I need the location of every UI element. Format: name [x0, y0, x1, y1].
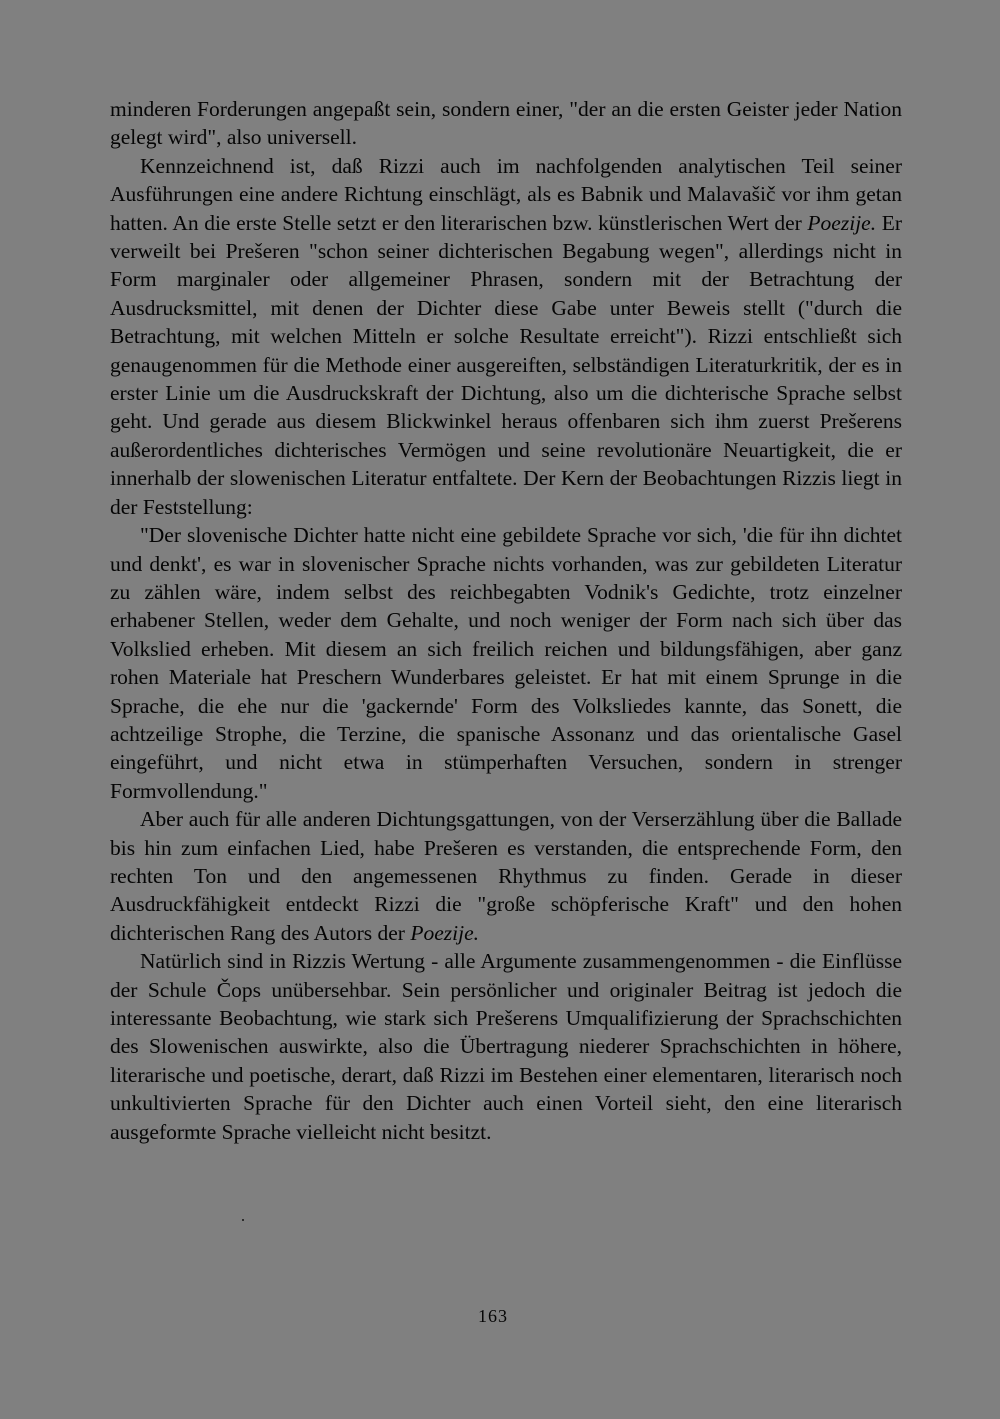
- paragraph-2-text-a: Kennzeichnend ist, daß Rizzi auch im nachfolgenden analytischen Teil seiner Ausführungen eine andere Richtung einschlägt, als es Babnik und Malavašič vor ihm getan hatten. An die erste Stelle setzt er den literarischen bzw. künstlerischen Wert der: [110, 153, 902, 235]
- paragraph-2-text-b: Er verweilt bei Prešeren "schon seiner dichterischen Begabung wegen", allerdings nicht in Form marginaler oder allgemeiner Phrasen, sondern mit der Betrachtung der Ausdrucksmittel, mit denen der Dichter diese Gabe unter Beweis stellt ("durch die Betrachtung, mit welchen Mitteln er solche Resultate erreicht"). Rizzi entschließt sich genaugenommen für die Methode einer ausgereiften, selbständigen Literaturkritik, der es in erster Linie um die Ausdruckskraft der Dichtung, also um die dichterische Sprache selbst geht. Und gerade aus diesem Blickwinkel heraus offenbaren sich ihm zuerst Prešerens außerordentliches dichterisches Vermögen und seine revolutionäre Neuartigkeit, die er innerhalb der slowenischen Literatur entfaltete. Der Kern der Beobachtungen Rizzis liegt in der Feststellung:: [110, 210, 902, 519]
- paragraph-4: [110, 805, 902, 947]
- paragraph-3-quote: [110, 521, 902, 805]
- body-text: [110, 95, 902, 1146]
- poezije-title-1: Poezije.: [807, 210, 877, 235]
- paragraph-2: [110, 152, 902, 521]
- paragraph-5-text: Natürlich sind in Rizzis Wertung - alle Argumente zusammengenommen - die Einflüsse der Schule Čops unübersehbar. Sein persönlicher und originaler Beitrag ist jedoch die interessante Beobachtung, wie stark sich Prešerens Umqualifizierung der Sprachschichten des Slowenischen auswirkte, also die Übertragung niederer Sprachschichten in höhere, literarische und poetische, derart, daß Rizzi im Bestehen einer elementaren, literarisch noch unkultivierten Sprache für den Dichter auch einen Vorteil sieht, den eine literarisch ausgeformte Sprache vielleicht nicht besitzt.: [110, 949, 902, 1144]
- paragraph-4-text: Aber auch für alle anderen Dichtungsgattungen, von der Verserzählung über die Ballade bis hin zum einfachen Lied, habe Prešeren es verstanden, die entsprechende Form, den rechten Ton und den angemessenen Rhythmus zu finden. Gerade in dieser Ausdruckfähigkeit entdeckt Rizzi die "große schöpferische Kraft" und den hohen dichterischen Rang des Autors der: [110, 807, 902, 945]
- poezije-title-2: Poezije.: [410, 920, 479, 945]
- page-number: 163: [478, 1306, 508, 1326]
- ink-speck: [242, 1219, 244, 1221]
- paragraph-1-text: minderen Forderungen angepaßt sein, sondern einer, "der an die ersten Geister jeder Nation gelegt wird", also universell.: [110, 97, 902, 150]
- paragraph-5: [110, 947, 902, 1146]
- paragraph-3-text: "Der slovenische Dichter hatte nicht eine gebildete Sprache vor sich, 'die für ihn dichtet und denkt', es war in slovenischer Sprache nichts vorhanden, was zur gebildeten Literatur zu zählen wäre, indem selbst des reichbegabten Vodnik's Gedichte, trotz einzelner erhabener Stellen, weder dem Gehalte, und noch weniger der Form nach sich über das Volkslied erheben. Mit diesem an sich freilich reichen und bildungsfähigen, aber ganz rohen Materiale hat Preschern Wunderbares geleistet. Er hat mit einem Sprunge in die Sprache, die ehe nur die 'gackernde' Form des Volksliedes kannte, das Sonett, die achtzeilige Strophe, die Terzine, die spanische Assonanz und das orientalische Gasel eingeführt, und nicht etwa in stümperhaften Versuchen, sondern in strenger Formvollendung.": [110, 523, 902, 803]
- paragraph-1: [110, 95, 902, 152]
